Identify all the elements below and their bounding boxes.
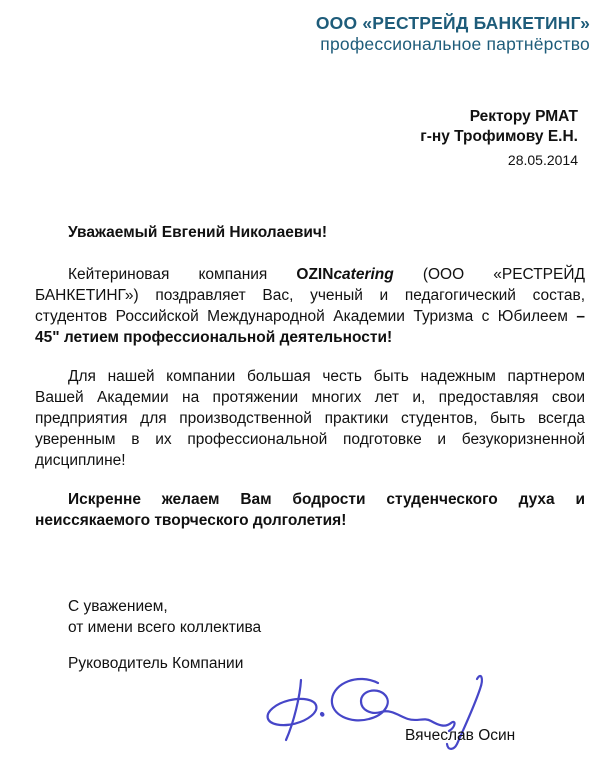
letter-date: 28.05.2014 (507, 152, 578, 168)
company-name: ООО «РЕСТРЕЙД БАНКЕТИНГ» (315, 13, 590, 33)
paragraph-2: Для нашей компании большая честь быть надежным партнером Вашей Академии на протяжении многих лет и, предоставляя свои предприятия для производственной практики студентов, быть всегда уверенным в их профессиональной подготовке и безукоризненной дисциплине! (35, 368, 585, 469)
salutation: Уважаемый Евгений Николаевич! (68, 224, 328, 241)
p1-anniversary-bold: – 45" летием профессиональной деятельности! (35, 308, 585, 346)
company-tagline: профессиональное партнёрство (320, 34, 590, 54)
p1-rest: (ООО «РЕСТРЕЙД БАНКЕТИНГ») поздравляет Вас, ученый и педагогический состав, студентов Российской Международной Академии Туризма с Юбилеем (35, 266, 585, 325)
recipient-name: г-ну Трофимову Е.Н. (420, 128, 578, 145)
letterhead (316, 13, 590, 55)
letter-body (35, 222, 585, 549)
signer-name: Вячеслав Осин (405, 727, 516, 744)
recipient-block (420, 107, 578, 170)
p1-lead: Кейтериновая компания (68, 266, 297, 283)
recipient-title: Ректору РМАТ (469, 108, 578, 125)
brand-name-italic: catering (333, 266, 394, 283)
closing-regards-line2: от имени всего коллектива (68, 619, 262, 636)
paragraph-3: Искренне желаем Вам бодрости студенческого духа и неиссякаемого творческого долголетия! (35, 491, 585, 529)
closing-block (68, 596, 261, 674)
closing-regards-line1: С уважением, (68, 598, 168, 615)
paragraph-1 (35, 264, 585, 348)
signer-title: Руководитель Компании (68, 655, 244, 672)
brand-name-bold: OZIN (296, 266, 334, 283)
